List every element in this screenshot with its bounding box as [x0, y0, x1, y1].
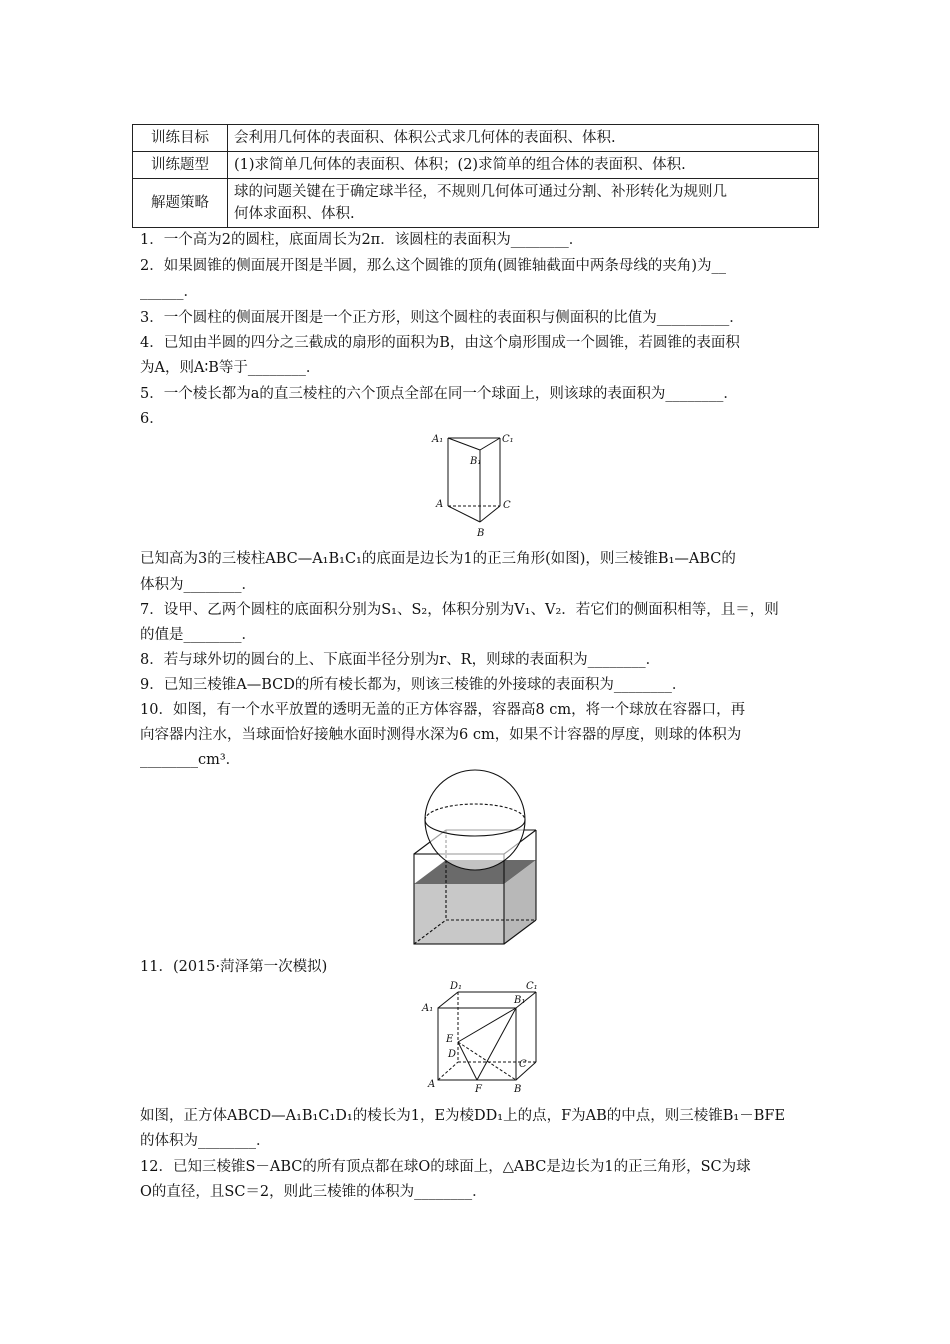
- question-1: 1．一个高为2的圆柱，底面周长为2π．该圆柱的表面积为________．: [140, 232, 584, 248]
- label-B1: B₁: [470, 456, 482, 467]
- label-A1: A₁: [422, 1003, 434, 1014]
- sphere-container-figure: [408, 768, 544, 948]
- table-value-line: 何体求面积、体积.: [234, 206, 355, 222]
- table-row: [133, 125, 819, 152]
- label-D1: D₁: [450, 981, 463, 992]
- table-key: 训练目标: [133, 125, 228, 152]
- table-row: [133, 179, 819, 228]
- question-8: 8．若与球外切的圆台的上、下底面半径分别为r、R，则球的表面积为________．: [140, 652, 661, 668]
- question-7: 7．设甲、乙两个圆柱的底面积分别为S₁、S₂，体积分别为V₁、V₂．若它们的侧面积相等，且＝，则: [140, 602, 779, 618]
- question-5: 5．一个棱长都为a的直三棱柱的六个顶点全部在同一个球面上，则该球的表面积为________．: [140, 386, 738, 402]
- label-B1: B₁: [514, 995, 526, 1006]
- question-4: 4．已知由半圆的四分之三截成的扇形的面积为B，由这个扇形围成一个圆锥，若圆锥的表面积: [140, 335, 740, 351]
- question-12: 12．已知三棱锥S－ABC的所有顶点都在球O的球面上，△ABC是边长为1的正三角形，SC为球: [140, 1159, 751, 1175]
- label-C: C: [519, 1059, 527, 1070]
- label-C1: C₁: [526, 981, 538, 992]
- label-C: C: [503, 500, 511, 511]
- question-4-cont: 为A，则A∶B等于________．: [140, 360, 321, 376]
- question-10: 10．如图，有一个水平放置的透明无盖的正方体容器，容器高8 cm，将一个球放在容器口，再: [140, 702, 746, 718]
- question-9: 9．已知三棱锥A—BCD的所有棱长都为，则该三棱锥的外接球的表面积为________．: [140, 677, 687, 693]
- label-D: D: [448, 1049, 457, 1060]
- label-B: B: [514, 1084, 522, 1095]
- question-10-cont2: ________cm³．: [140, 752, 241, 768]
- label-B: B: [477, 528, 485, 539]
- label-C1: C₁: [502, 434, 514, 445]
- label-E: E: [446, 1034, 454, 1045]
- table-key: 训练题型: [133, 152, 228, 179]
- question-11: 11．(2015·菏泽第一次模拟): [140, 959, 328, 975]
- question-6-text-cont: 体积为________．: [140, 577, 256, 593]
- question-11-text: 如图，正方体ABCD—A₁B₁C₁D₁的棱长为1，E为棱DD₁上的点，F为AB的中点，则三棱锥B₁－BFE: [140, 1108, 786, 1124]
- question-7-cont: 的值是________．: [140, 627, 256, 643]
- question-3: 3．一个圆柱的侧面展开图是一个正方形，则这个圆柱的表面积与侧面积的比值为__________．: [140, 310, 744, 326]
- table-value-line: 球的问题关键在于确定球半径，不规则几何体可通过分割、补形转化为规则几: [234, 184, 727, 200]
- question-6: 6．: [140, 411, 164, 427]
- table-value: [228, 179, 819, 228]
- question-6-text: 已知高为3的三棱柱ABC—A₁B₁C₁的底面是边长为1的正三角形(如图)，则三棱锥B₁—ABC的: [140, 551, 736, 567]
- training-goal-table: [132, 124, 819, 228]
- question-11-text-cont: 的体积为________．: [140, 1133, 271, 1149]
- table-row: [133, 152, 819, 179]
- label-A1: A₁: [432, 434, 444, 445]
- cube-figure: [418, 981, 538, 1095]
- question-10-cont: 向容器内注水，当球面恰好接触水面时测得水深为6 cm，如果不计容器的厚度，则球的体积为: [140, 727, 742, 743]
- table-value: (1)求简单几何体的表面积、体积；(2)求简单的组合体的表面积、体积.: [228, 152, 819, 179]
- question-12-cont: O的直径，且SC＝2，则此三棱锥的体积为________．: [140, 1184, 487, 1200]
- prism-figure: [428, 428, 528, 540]
- table-value: 会利用几何体的表面积、体积公式求几何体的表面积、体积.: [228, 125, 819, 152]
- question-2-cont: ______．: [140, 284, 198, 300]
- label-A: A: [428, 1079, 436, 1090]
- table-key: 解题策略: [133, 179, 228, 228]
- label-A: A: [436, 499, 444, 510]
- question-2: 2．如果圆锥的侧面展开图是半圆，那么这个圆锥的顶角(圆锥轴截面中两条母线的夹角)为__: [140, 258, 727, 274]
- label-F: F: [475, 1084, 482, 1095]
